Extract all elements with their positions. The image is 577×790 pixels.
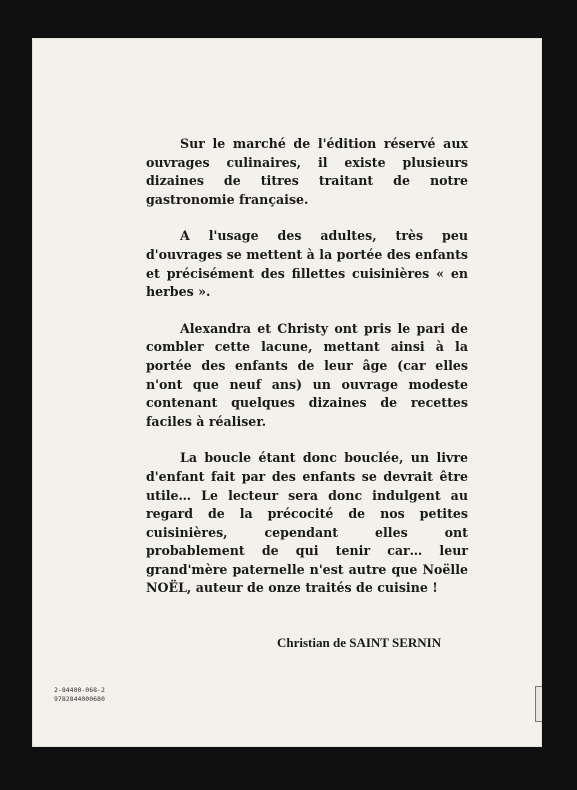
isbn-block [54,686,105,704]
blurb-paragraph-3: Alexandra et Christy ont pris le pari de combler cette lacune, mettant ainsi à la portée des enfants de leur âge (car elles n'ont que neuf ans) un ouvrage modeste contenant quelques dizaines de recettes faciles à réaliser. [146,320,468,429]
blurb-paragraph-2: A l'usage des adultes, très peu d'ouvrages se mettent à la portée des enfants et précisément des fillettes cuisinières « en herbes ». [146,228,468,300]
blurb-paragraph-4: La boucle étant donc bouclée, un livre d'enfant fait par des enfants se devrait être utile… Le lecteur sera donc indulgent au regard de la précocité de nos petites cuisinières, cependant elles ont probablement de qui tenir car… leur grand'mère paternelle n'est autre que Noëlle NOËL, auteur de onze traités de cuisine ! [146,450,468,596]
back-cover-page [32,38,542,747]
author-signature: Christian de SAINT SERNIN [277,635,442,650]
spine-edge-mark [535,686,542,722]
blurb-text [146,135,468,616]
isbn-number: 2-84400-068-2 [54,686,105,694]
ean-number: 9782844000680 [54,695,105,703]
blurb-paragraph-1: Sur le marché de l'édition réservé aux ouvrages culinaires, il existe plusieurs dizaines de titres traitant de notre gastronomie française. [146,136,468,207]
